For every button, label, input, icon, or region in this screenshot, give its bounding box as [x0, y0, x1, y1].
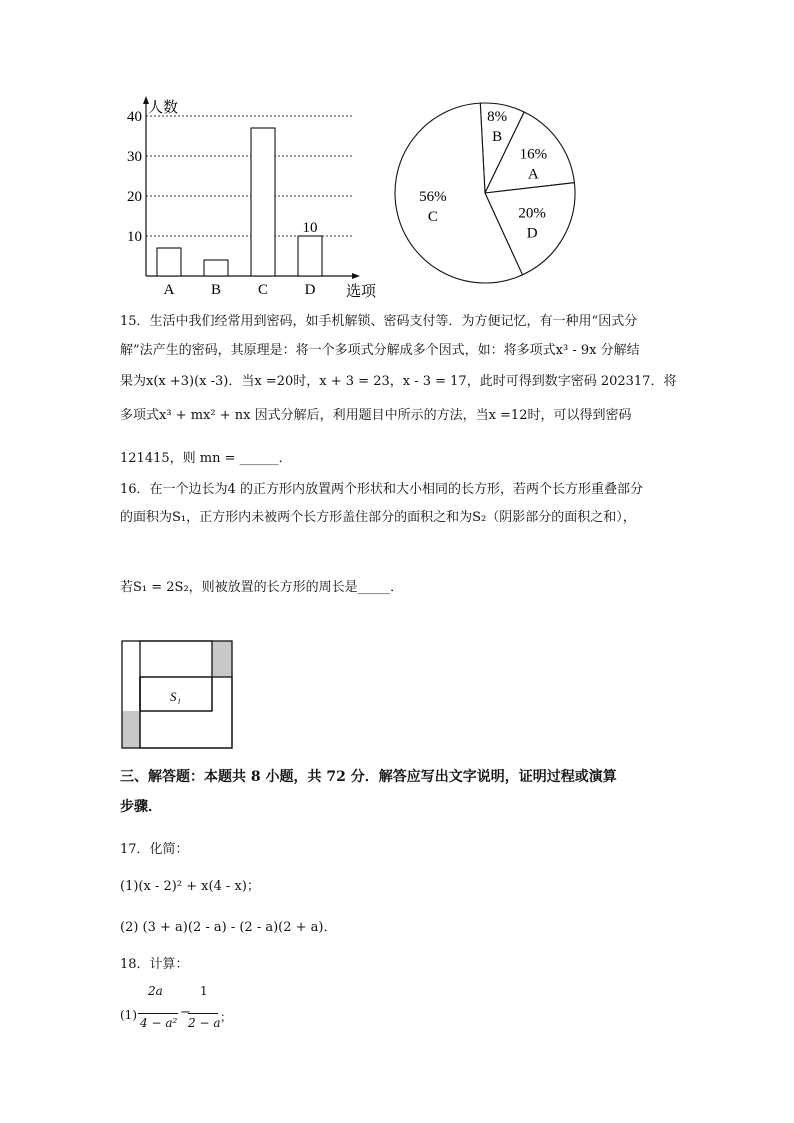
x-axis-arrow: [352, 273, 360, 279]
q16-line3: 若S₁ = 2S₂，则被放置的长方形的周长是_____．: [120, 580, 404, 595]
fraction2-bar: [188, 1013, 218, 1014]
x-tick-label-D: D: [304, 282, 316, 298]
fraction1-bar: [138, 1013, 178, 1014]
q18-title: 18．计算：: [120, 957, 189, 972]
x-tick-label-B: B: [210, 282, 222, 298]
q16-line1: 16．在一个边长为4 的正方形内放置两个形状和大小相同的长方形，若两个长方形重叠部分: [120, 482, 643, 497]
q16-line2: 的面积为S₁，正方形内未被两个长方形盖住部分的面积之和为S₂（阴影部分的面积之和），: [120, 510, 636, 525]
bar-A: [157, 248, 181, 276]
pie-cat-label-A: A: [527, 166, 539, 183]
bar-chart-xlabel: 选项: [346, 284, 377, 300]
s1-label: S₁: [170, 689, 182, 704]
bar-chart: [110, 88, 380, 302]
x-tick-label-A: A: [163, 282, 175, 298]
bar-B: [204, 260, 228, 276]
q15-line4: 多项式x³ + mx² + nx 因式分解后，利用题目中所示的方法，当x =12时，可以得到密码: [120, 408, 632, 423]
q18-part1: [120, 982, 320, 1032]
section3-line1: 三、解答题：本题共 8 小题，共 72 分．解答应写出文字说明，证明过程或演算: [120, 769, 617, 785]
q15-line1: 15．生活中我们经常用到密码，如手机解锁、密码支付等．为方便记忆，有一种用“因式分: [120, 314, 638, 329]
q15-line2: 解”法产生的密码，其原理是：将一个多项式分解成多个因式，如：将多项式x³ - 9x 分解结: [120, 343, 640, 358]
fraction1-numerator: 2a: [148, 984, 163, 998]
pie-cat-label-C: C: [427, 208, 438, 225]
fraction1-denominator: 4 − a²: [140, 1016, 178, 1030]
fraction2-numerator: 1: [200, 984, 208, 998]
pie-cat-label-B: B: [492, 129, 503, 146]
q15-line3: 果为x(x +3)(x -3)．当x =20时，x + 3 = 23，x - 3 = 17，此时可得到数字密码 202317．将: [120, 374, 677, 389]
shaded-region-bottom-left: [122, 711, 140, 748]
minus-sign: −: [180, 1005, 191, 1020]
pie-pct-label-A: 16%: [519, 146, 548, 163]
y-tick-label-10: 10: [127, 229, 142, 245]
y-tick-label-20: 20: [127, 189, 142, 205]
pie-pct-label-C: 56%: [419, 188, 447, 205]
q18-part1-tail: ；: [220, 1010, 233, 1024]
pie-pct-label-B: 8%: [487, 109, 508, 126]
bar-chart-ylabel: 人数: [148, 100, 179, 116]
fraction2-denominator: 2 − a: [188, 1016, 221, 1030]
bar-C: [251, 128, 275, 276]
q16-figure: [120, 639, 234, 751]
pie-cat-label-D: D: [526, 225, 538, 242]
q17-title: 17．化简：: [120, 842, 189, 857]
pie-pct-label-D: 20%: [518, 205, 546, 222]
x-tick-label-C: C: [257, 282, 269, 298]
data-label-D: 10: [302, 220, 318, 236]
y-tick-label-40: 40: [127, 109, 142, 125]
section3-line2: 步骤．: [120, 799, 162, 815]
q17-part1: (1)(x - 2)² + x(4 - x)；: [120, 879, 260, 894]
bar-D: [298, 236, 322, 276]
y-tick-label-30: 30: [127, 149, 142, 165]
q17-part2: (2) (3 + a)(2 - a) - (2 - a)(2 + a)．: [120, 920, 337, 935]
q15-line5: 121415，则 mn = ______．: [120, 451, 292, 466]
pie-chart: [390, 100, 580, 290]
shaded-region-top-right: [212, 641, 232, 677]
q18-part1-prefix: (1): [120, 1008, 137, 1022]
